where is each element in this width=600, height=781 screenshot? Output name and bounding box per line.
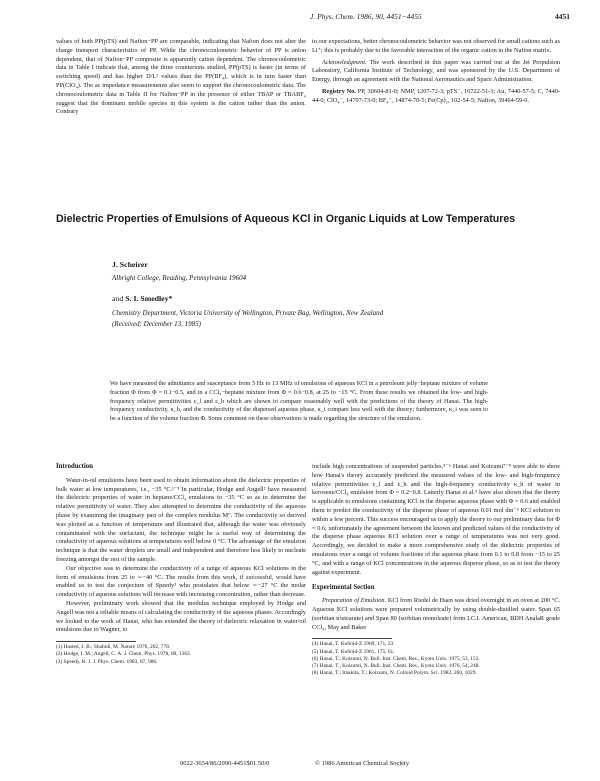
running-header — [0, 12, 600, 26]
previous-article-conclusion: to our expectations, better chronocoulometric behavior was not observed for small cations such as Li⁺; this is probably due to the favorable interaction of the organic cation in the Nafion matrix. — [312, 38, 560, 54]
affiliation-2: Chemistry Department, Victoria University of Wellington, Private Bag, Wellington, New Zealand — [112, 309, 384, 317]
received-date: (Received: December 13, 1985) — [112, 320, 202, 328]
previous-article-paragraph: values of both PP(pTS) and Nafion−PP are comparable, indicating that Nafion does not alter the charge transport characteristics of PP. While the chronocoulometric behavior of PP is anion dependent, that of Nafion−PP composite is apparently cation dependent. The chronocoulometric data in Table I indicate that, among the three counterions studied, PP(pTS) is faster (in terms of switching speed) and has higher D/L² values than the PP(BF₄), which is in turn faster than PP(ClO₄). The ac impedance measurements also seem to support the chronocoulometric data. The chronocoulometric data in Table II for Nafion−PP in the presence of either TBAP or TBABF₄ suggest that the dominant mobile species in this system is the cation rather than the anion. Contrary — [56, 38, 306, 116]
reference: (3) Speedy, R. J. J. Phys. Chem. 1983, 87, 986. — [56, 658, 158, 665]
and-connector: and — [112, 294, 124, 303]
reference: (2) Hodge, I. M.; Angell, C. A. J. Chem. Phys. 1978, 68, 1363. — [56, 651, 192, 658]
experimental-heading: Experimental Section — [312, 584, 375, 592]
registry-text: PP, 30604-81-0; NMP, 1207-72-3; pTS⁻, 16722-51-3; Au, 7440-57-5; C, 7440-44-0; ClO₄⁻, 14797-73-0; BF₄⁻, 14874-70-5; Fe(Cp)₂, 102-54-5; Nafion, 39464-59-0. — [312, 87, 560, 104]
journal-reference: J. Phys. Chem. 1986, 90, 4451−4455 — [310, 12, 422, 21]
reference: (6) Hanai, T.; Koizumi, N. Bull. Inst. Chem. Res., Kyoto Univ. 1975, 53, 153. — [312, 655, 480, 662]
reference: (1) Hasted, J. B.; Shahidi, M. Nature 1976, 262, 778. — [56, 644, 171, 651]
acknowledgment-text: The work described in this paper was carried out at the Jet Propulsion Laboratory, California Institute of Technology, and was sponsored by the U.S. Department of Energy, through an agreement with the National Aeronautics and Space Administration. — [312, 58, 560, 84]
registry-numbers — [312, 88, 560, 106]
author-1: J. Scheirer — [112, 260, 148, 269]
article-code: 0022-3654/86/2090-4451$01.50/0 — [180, 760, 270, 767]
intro-continued-paragraph: include high concentrations of suspended particles.⁴⁻⁶ Hanai and Koizumi⁷⁻⁸ were able to show how Hanai's theory accurately predicted the measured values of the low- and high-frequency relative permittivities ε_l and ε_h and the high-frequency conductivity κ_h of water in kerosene/CCl₄ emulsion from Φ = 0.2−0.8. Latterly Hanai et al.⁹ have also shown that the theory is applicable to emulsions containing KCl in the disperse aqueous phase with Φ = 0.6 and enabled them to predict the conductivity of the disperse phase of aqueous 0.01 mol dm⁻³ KCl solution to within a few percent. This success encouraged us to apply the theory to our preliminary data for Φ = 0.6; unfortunately the agreement between the known and predicted values of the conductivity of the disperse phase aqueous KCl solution over a range of temperatures was not very good. Accordingly, we decided to make a more comprehensive study of the dielectric properties of emulsions over a range of volume fractions of the aqueous phase from 0.1 to 0.8 from −15 to 25 °C, and with a range of KCl concentrations in the aqueous disperse phase, so as to test the theory against experiment. — [312, 463, 560, 576]
references-right — [312, 641, 560, 677]
experimental-paragraph — [312, 597, 560, 632]
affiliation-1: Albright College, Reading, Pennsylvania 19604 — [112, 274, 247, 282]
copyright: © 1986 American Chemical Society — [315, 760, 410, 767]
previous-article-right-column — [312, 38, 560, 106]
acknowledgment — [312, 59, 560, 85]
abstract: We have measured the admittance and susceptance from 5 Hz to 13 MHz of emulsions of aqueous KCl in a petroleum jelly−heptane mixture of volume fraction Φ from Φ = 0.1−0.5, and in a CCl₄−heptane mixture from Φ = 0.6−0.8, at 25 to −15 °C. From these results we obtained the low- and high-frequency relative permittivities ε_l and ε_h which are shown to compare reasonably well with the predictions of the theory of Hanai. The high-frequency conductivity, κ_h, and the conductivity of the dispersed aqueous phase, κ_i compare less well with the theory; furthermore, κ_i was seen to be a function of the volume fraction Φ. Some comment on these observations is made regarding the structure of the emulsion. — [110, 380, 488, 423]
author-2: S. I. Smedley* — [125, 294, 173, 303]
references-left — [56, 644, 306, 666]
acknowledgment-label: Acknowledgment. — [322, 58, 367, 66]
author-2-line — [112, 294, 172, 303]
intro-paragraph-2: Our objective was to determine the conductivity of a range of aqueous KCl solutions in the form of emulsions from 25 to ∼−40 °C. The results from this work, if successful, would have enabled us to test the conjecture of Speedy³ who postulates that below ∼−27 °C the molar conductivity of aqueous solutions will increase with increasing concentration, rather than decrease. — [56, 564, 306, 599]
page-number: 4451 — [555, 12, 570, 21]
preparation-text: KCl from Riedel de Haen was dried overnight in an oven at 200 °C. Aqueous KCl solutions were prepared volumetrically by using double-distilled water. Span 65 (sorbitan tristearate) and Span 80 (sorbitan monoleate) from I.C.I. American, BDH AnalaR grade CCl₄, May and Baker — [312, 597, 560, 631]
previous-article-left-column — [56, 38, 306, 117]
article-title: Dielectric Properties of Emulsions of Aqueous KCl in Organic Liquids at Low Temperatures — [56, 213, 516, 225]
body-right-column — [312, 463, 560, 677]
footnote-rule — [56, 641, 136, 642]
reference: (4) Hanai, T. Kolloid-Z 1960, 171, 23. — [312, 641, 395, 648]
intro-paragraph-1: Water-in-oil emulsions have been used to obtain information about the dielectric properties of bulk water at low temperatures, i.e., −35 °C.¹⁻³ In particular, Hodge and Angell² have measured the dielectric properties of water in heptane/CCl₄ emulsions to −35 °C so as to determine the relative permittivity of water. They also attempted to determine the conductivity of the aqueous phase by examining the imaginary part of the complex modulus M″. The conductivity so derived was plotted as a function of temperature and illustrated that, although the water was obviously contaminated with the surfactant, the technique might be a useful way of determining the conductivity of aqueous solutions at temperatures well below 0 °C. The advantage of the emulsion technique is that the water droplets are small and independent and therefore less likely to nucleate freezing amongst the rest of the sample. — [56, 476, 306, 563]
reference: (8) Hanai, T.; Imakita, T.; Koizumi, N. Colloid Polym. Sci. 1982, 260, 1029. — [312, 670, 477, 677]
introduction-heading: Introduction — [56, 463, 93, 470]
footnote-rule — [312, 638, 392, 639]
body-left-column — [56, 463, 306, 666]
preparation-subheading: Preparation of Emulsion. — [322, 597, 387, 605]
reference: (5) Hanai, T. Kolloid-Z 1961, 175, 61. — [312, 648, 395, 655]
registry-label: Registry No. — [322, 87, 356, 95]
intro-paragraph-3: However, preliminary work showed that the modulus technique employed by Hodge and Angell was not a reliable means of calculating the conductivity of the aqueous phases. Accordingly we looked to the work of Hanai, who has extended the theory of dielectric relaxation in water/oil emulsions due to Wagner, to — [56, 599, 306, 634]
reference: (7) Hanai, T.; Koizumi, N. Bull. Inst. Chem. Res., Kyoto Univ. 1976, 54, 248. — [312, 662, 480, 669]
